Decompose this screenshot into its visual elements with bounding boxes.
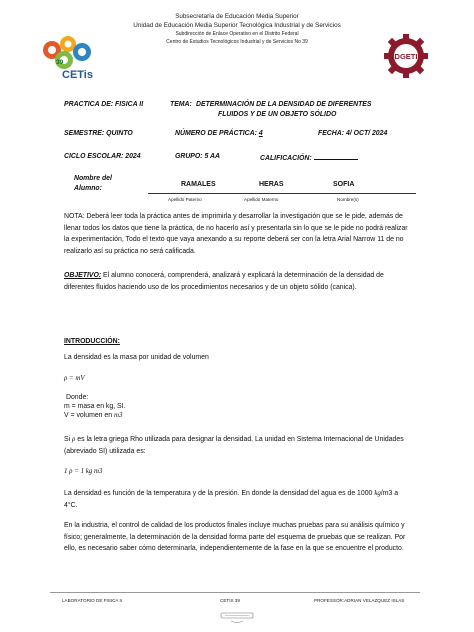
cetis-logo-text: CETis — [62, 69, 93, 81]
footer-left: LABORATORIO DE FISICA II — [62, 598, 123, 603]
semestre: SEMESTRE: QUINTO — [64, 130, 133, 137]
objetivo-text: El alumno conocerá, comprenderá, analizará y explicará la determinación de la densidad de diferentes fluidos haciendo uso de los procedimientos necesarios y de un objeto sólido (canica). — [64, 272, 384, 291]
practica-label: PRACTICA DE: FISICA II — [64, 101, 144, 108]
donde-volumen-text: V = volumen en — [64, 412, 114, 419]
numero-practica — [175, 130, 263, 137]
grupo: GRUPO: 5 AA — [175, 153, 220, 160]
introduccion-heading: INTRODUCCIÓN: — [64, 338, 120, 345]
densidad-unit: kg — [374, 490, 381, 497]
footer-right: PROFESSOR:ADRIAN VELAZQUEZ ISLAS — [314, 598, 405, 603]
densidad-text-end: /m3 a 4°C. — [64, 490, 399, 509]
calificacion-label: CALIFICACIÓN: — [260, 155, 312, 162]
donde-masa: m = masa en kg, SI. — [64, 403, 126, 410]
footer-stamp-graphic — [217, 611, 257, 625]
numero-practica-label: NÚMERO DE PRÁCTICA: — [175, 130, 257, 137]
footer-center: CETIS 39 — [220, 598, 240, 603]
nombre-underline — [148, 193, 416, 194]
fecha: FECHA: 4/ OCT/ 2024 — [318, 130, 388, 137]
header-line-3: Subdirección de Enlace Operativo en el Distrito Federal — [175, 31, 299, 37]
donde-volumen-unit: m3 — [114, 412, 123, 419]
tema-line-1: DETERMINACIÓN DE LA DENSIDAD DE DIFERENTES — [196, 101, 372, 108]
footer-divider — [50, 592, 420, 593]
nombre-label-2: Alumno: — [74, 185, 102, 192]
cetis-logo-number: 39 — [56, 59, 64, 66]
rho-symbol: ρ — [72, 436, 76, 443]
rho-paragraph — [64, 434, 410, 457]
tema-line-2: FLUIDOS Y DE UN OBJETO SÓLIDO — [218, 111, 337, 118]
calificacion — [260, 153, 358, 162]
apellido-paterno-label: Apellido Paterno — [168, 197, 202, 202]
ciclo-escolar: CICLO ESCOLAR: 2024 — [64, 153, 141, 160]
objetivo-paragraph — [64, 270, 410, 293]
rho-text-start: Si — [64, 436, 73, 443]
header-line-2: Unidad de Educación Media Superior Tecnológica Industrial y de Servicios — [133, 22, 341, 29]
header-line-1: Subsecretaría de Educación Media Superior — [175, 13, 299, 20]
nombre-label-1: Nombre del — [74, 175, 112, 182]
nota-paragraph: NOTA: Deberá leer toda la práctica antes de imprimirla y desarrollar la investigación que se le pide, además de llenar todos los datos que tiene la práctica, de no hacerlo así y presentarla sin lo que se le pide no podrá realizar la experimentación, Todo el texto que vaya anexando a su reporte deberá ser con la letra Arial Narrow 11 de no realizarlo así su práctica no será calificada. — [64, 213, 408, 255]
unit-formula: 1 ρ = 1 kg m3 — [64, 468, 103, 475]
dgeti-logo-text: DGETI — [394, 52, 418, 61]
industria-paragraph: En la industria, el control de calidad de los productos finales incluye muchas pruebas para su análisis químico y físico; generalmente, la determinación de la densidad forma parte del esquema de pruebas que se realizan. Por ello, es necesario saber cómo determinarla, independientemente de la fase en la que se encuentre el producto. — [64, 522, 406, 552]
dgeti-logo — [376, 30, 436, 82]
objetivo-label: OBJETIVO: — [64, 272, 102, 279]
intro-line: La densidad es la masa por unidad de volumen — [64, 354, 209, 361]
rho-text-rest: es la letra griega Rho utilizada para designar la densidad. La unidad en Sistema Internacional de Unidades (abreviado SI) utilizada es: — [64, 436, 404, 455]
numero-practica-value: 4 — [258, 130, 263, 137]
apellido-materno-value: HERAS — [259, 181, 284, 188]
nombres-label: Nombre(s) — [337, 197, 359, 202]
densidad-text: La densidad es función de la temperatura y de la presión. En donde la densidad del agua es de 1000 — [64, 490, 375, 497]
density-formula: ρ = mV — [64, 375, 85, 382]
donde-label: Donde: — [66, 394, 89, 401]
nombres-value: SOFIA — [333, 181, 355, 188]
calificacion-blank — [314, 153, 358, 160]
tema-label: TEMA: — [170, 101, 192, 108]
donde-volumen — [64, 411, 410, 420]
apellido-materno-label: Apellido Materno — [244, 197, 279, 202]
cetis-logo — [38, 34, 100, 86]
apellido-paterno-value: RAMALES — [181, 181, 216, 188]
densidad-paragraph — [64, 488, 410, 511]
header-line-4: Centro de Estudios Tecnológicos Industrial y de Servicios No 39 — [166, 39, 308, 45]
